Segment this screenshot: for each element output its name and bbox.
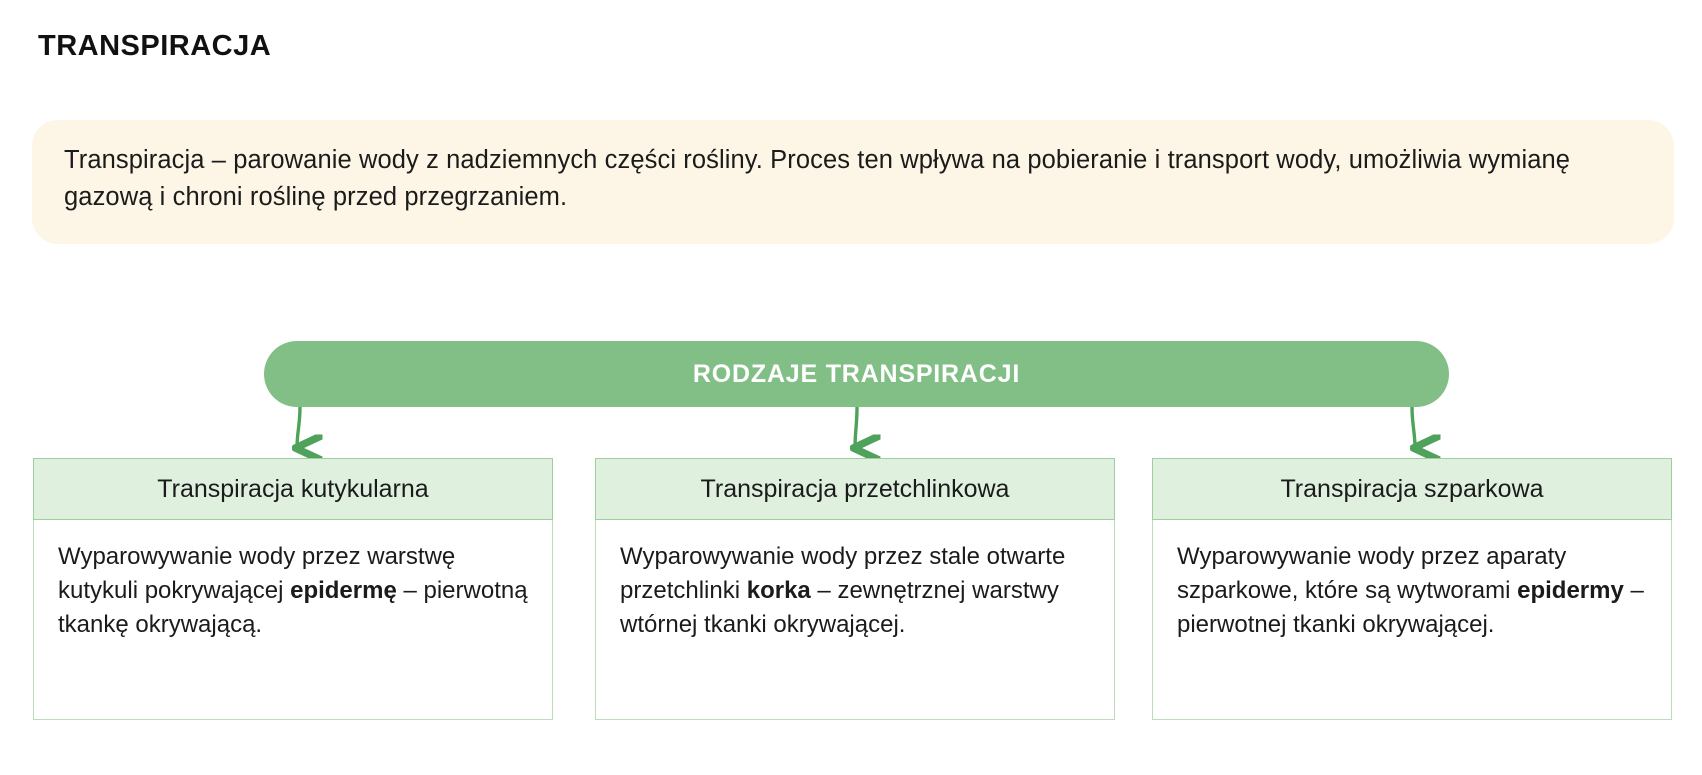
arrow-to-card-1	[297, 407, 300, 448]
card-body-term: epidermę	[290, 577, 397, 605]
card-transpiracja-przetchlinkowa	[595, 458, 1115, 720]
card-transpiracja-szparkowa	[1152, 458, 1672, 720]
card-body-pre: Wyparowywanie wody przez warstwę kutykuli pokrywającej	[58, 543, 456, 605]
definition-body: – parowanie wody z nadziemnych części rośliny. Proces ten wpływa na pobieranie i transport wody, umożliwia wymianę gazową i chroni roślinę przed przegrzaniem.	[64, 146, 1571, 211]
card-body-post: – zewnętrznej warstwy wtórnej tkanki okrywającej.	[620, 577, 1059, 639]
card-heading: Transpiracja szparkowa	[1152, 458, 1672, 520]
card-body-term: epidermy	[1517, 577, 1624, 605]
banner-rodzaje-transpiracji	[264, 341, 1449, 407]
definition-term: Transpiracja	[64, 146, 205, 174]
card-body	[1152, 520, 1672, 720]
card-heading: Transpiracja przetchlinkowa	[595, 458, 1115, 520]
card-body	[595, 520, 1115, 720]
card-body-post: – pierwotnej tkanki okrywającej.	[1177, 577, 1644, 639]
card-body-pre: Wyparowywanie wody przez stale otwarte przetchlinki	[620, 543, 1066, 605]
banner-label: RODZAJE TRANSPIRACJI	[692, 359, 1021, 388]
definition-text	[64, 142, 1638, 216]
page-title: TRANSPIRACJA	[38, 30, 272, 62]
definition-callout	[32, 120, 1674, 244]
card-body-pre: Wyparowywanie wody przez aparaty szparkowe, które są wytworami	[1177, 543, 1567, 605]
arrow-to-card-2	[855, 407, 857, 448]
card-body	[33, 520, 553, 720]
card-transpiracja-kutykularna	[33, 458, 553, 720]
card-body-post: – pierwotną tkankę okrywającą.	[58, 577, 528, 639]
card-heading: Transpiracja kutykularna	[33, 458, 553, 520]
arrow-to-card-3	[1412, 407, 1415, 448]
card-body-term: korka	[746, 577, 811, 605]
